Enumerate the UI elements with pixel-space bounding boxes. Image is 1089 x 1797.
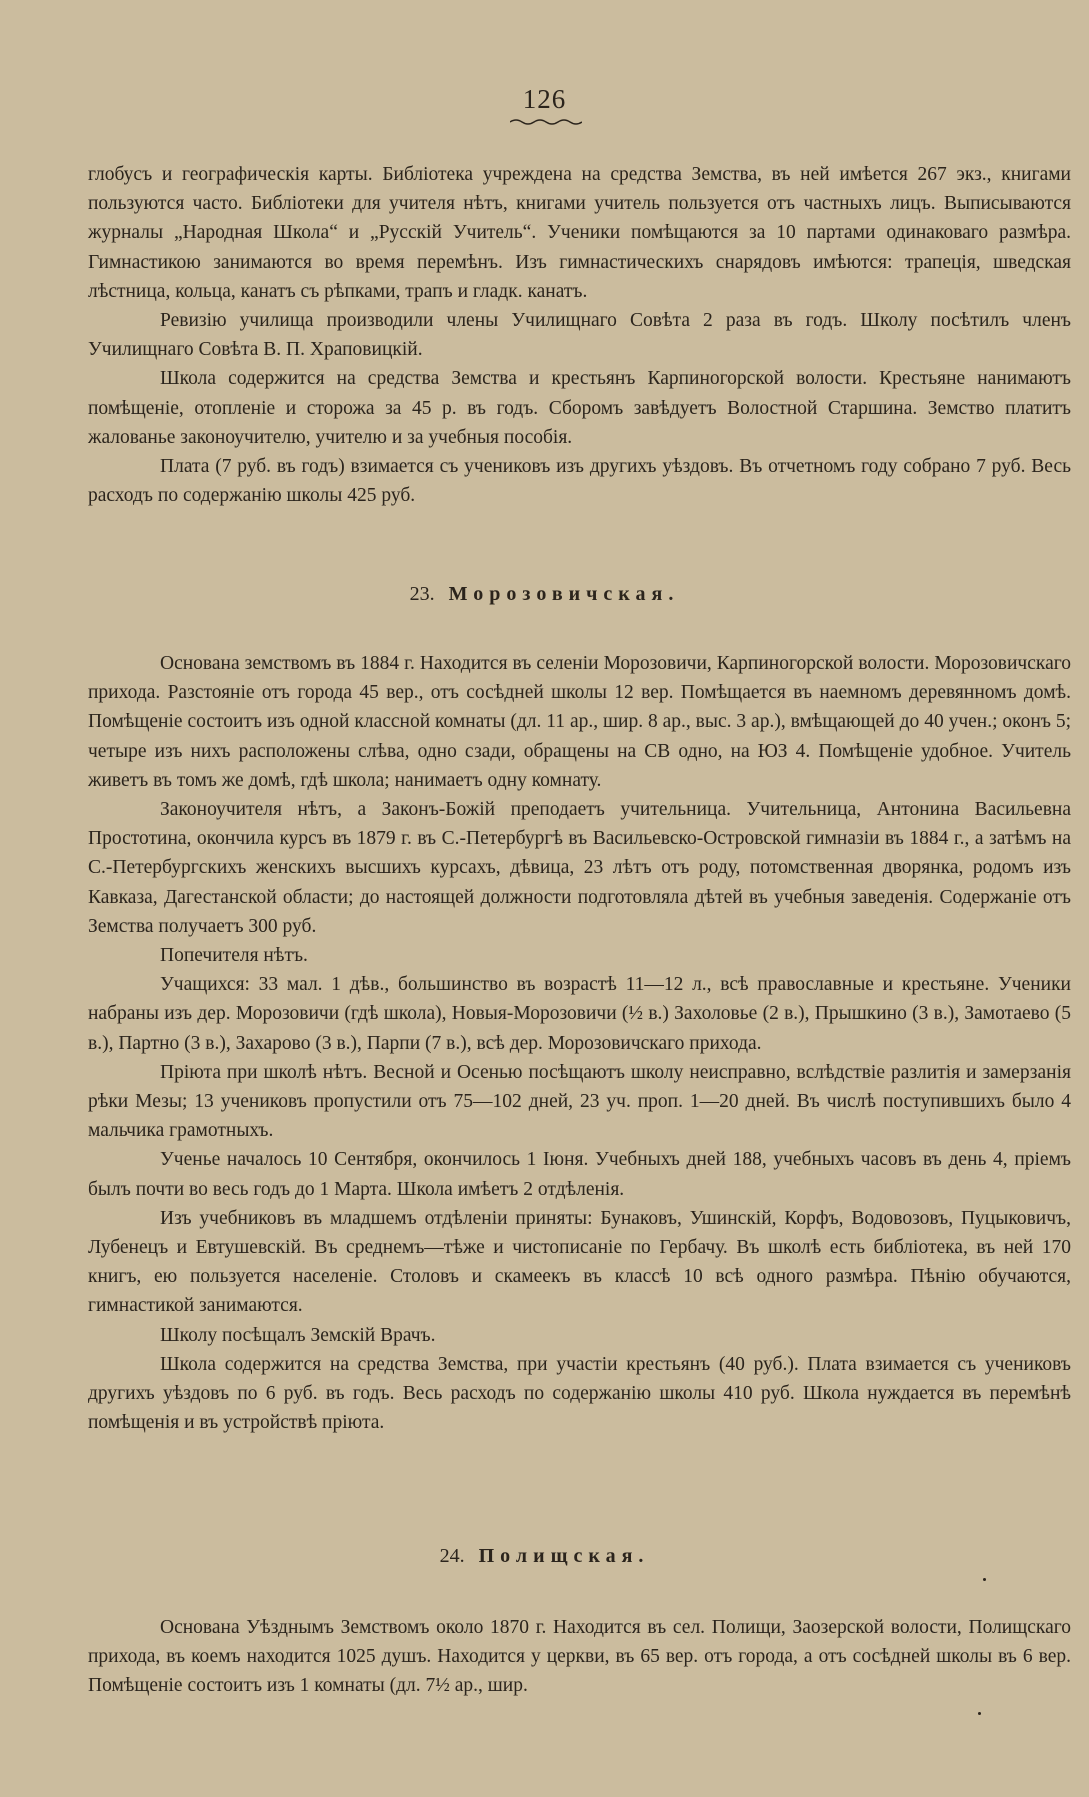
paragraph: глобусъ и географическія карты. Библіотека учреждена на средства Земства, въ ней имѣется 267 экз., книгами пользуются часто. Библіотеки для учителя нѣтъ, книгами учитель пользуется отъ частныхъ лицъ. Выписываются журналы „Народная Школа“ и „Русскій Учитель“. Ученики помѣщаются за 10 партами одинаковаго размѣра. Гимнастикою занимаются во время перемѣнъ. Изъ гимнастическихъ снарядовъ имѣются: трапеція, шведская лѣстница, кольца, канатъ съ рѣпками, трапъ и гладк. канатъ. [88, 164, 1071, 302]
paragraph: Законоучителя нѣтъ, а Законъ-Божій преподаетъ учительница. Учительница, Антонина Васильевна Простотина, окончила курсъ въ 1879 г. въ С.-Петербургѣ въ Васильевско-Островской гимназіи въ 1884 г., а затѣмъ на С.-Петербургскихъ женскихъ высшихъ курсахъ, дѣвица, 23 лѣтъ отъ роду, потомственная дворянка, родомъ изъ Кавказа, Дагестанской области; до настоящей должности подготовляла дѣтей въ учебныя заведенія. Содержаніе отъ Земства получаетъ 300 руб. [88, 799, 1071, 937]
section-24-text [88, 1613, 1071, 1701]
paragraph: Ревизію училища производили члены Училищнаго Совѣта 2 раза въ годъ. Школу посѣтилъ членъ Училищнаго Совѣта В. П. Храповицкій. [88, 310, 1071, 361]
section-title: Полищская. [478, 1545, 650, 1567]
paragraph: Основана земствомъ въ 1884 г. Находится въ селеніи Морозовичи, Карпиногорской волости. Морозовичскаго прихода. Разстояніе отъ города 45 вер., отъ сосѣдней школы 12 вер. Помѣщается въ наемномъ деревянномъ домѣ. Помѣщеніе состоитъ изъ одной классной комнаты (дл. 11 ар., шир. 8 ар., выс. 3 ар.), вмѣщающей до 40 учен.; оконъ 5; четыре изъ нихъ расположены слѣва, одно сзади, обращены на СВ одно, на ЮЗ 4. Помѣщеніе удобное. Учитель живетъ въ томъ же домѣ, гдѣ школа; нанимаетъ одну комнату. [88, 653, 1071, 791]
paragraph: Школу посѣщалъ Земскій Врачъ. [160, 1324, 436, 1346]
paragraph: Пріюта при школѣ нѣтъ. Весной и Осенью посѣщаютъ школу неисправно, вслѣдствіе разлитія и замерзанія рѣки Мезы; 13 учениковъ пропустили отъ 75—102 дней, 23 уч. проп. 1—20 дней. Въ числѣ поступившихъ было 4 мальчика грамотныхъ. [88, 1061, 1071, 1142]
section-heading-23 [0, 583, 1089, 606]
section-heading-24 [0, 1545, 1089, 1568]
paragraph: Основана Уѣзднымъ Земствомъ около 1870 г. Находится въ сел. Полищи, Заозерской волости, Полищскаго прихода, въ коемъ находится 1025 душъ. Находится у церкви, въ 65 вер. отъ города, а отъ сосѣдней школы въ 6 вер. Помѣщеніе состоитъ изъ 1 комнаты (дл. 7½ ар., шир. [88, 1617, 1071, 1697]
section-title: Морозовичская. [448, 583, 680, 605]
intro-text [88, 160, 1071, 510]
paragraph: Учащихся: 33 мал. 1 дѣв., большинство въ возрастѣ 11—12 л., всѣ православные и крестьяне. Ученики набраны изъ дер. Морозовичи (гдѣ школа), Новыя-Морозовичи (½ в.) Захоловье (2 в.), Прышкино (3 в.), Замотаево (5 в.), Партно (3 в.), Захарово (3 в.), Парпи (7 в.), всѣ дер. Морозовичскаго прихода. [88, 974, 1071, 1054]
page-number: 126 [522, 84, 567, 114]
paragraph: Школа содержится на средства Земства и крестьянъ Карпиногорской волости. Крестьяне нанимаютъ помѣщеніе, отопленіе и сторожа за 45 р. въ годъ. Сборомъ завѣдуетъ Волостной Старшина. Земство платитъ жалованье законоучителю, учителю и за учебныя пособія. [88, 368, 1071, 448]
ink-speck [983, 1578, 986, 1581]
section-23-text [88, 649, 1071, 1437]
paragraph: Ученье началось 10 Сентября, окончилось 1 Іюня. Учебныхъ дней 188, учебныхъ часовъ въ день 4, пріемъ былъ почти во весь годъ до 1 Марта. Школа имѣетъ 2 отдѣленія. [88, 1149, 1071, 1200]
ink-speck [978, 1712, 981, 1715]
paragraph: Плата (7 руб. въ годъ) взимается съ учениковъ изъ другихъ уѣздовъ. Въ отчетномъ году собрано 7 руб. Весь расходъ по содержанію школы 425 руб. [88, 456, 1071, 507]
section-number: 24. [439, 1545, 465, 1567]
paragraph: Попечителя нѣтъ. [160, 945, 308, 967]
paragraph: Изъ учебниковъ въ младшемъ отдѣленіи приняты: Бунаковъ, Ушинскій, Корфъ, Водовозовъ, Пуцыковичъ, Лубенецъ и Евтушевскій. Въ среднемъ—тѣже и чистописаніе по Гербачу. Въ школѣ есть библіотека, въ ней 170 книгъ, ею пользуется населеніе. Столовъ и скамеекъ въ классѣ 10 всѣ одного размѣра. Пѣнію обучаются, гимнастикой занимаются. [88, 1207, 1071, 1317]
section-number: 23. [409, 583, 435, 605]
page-number-ornament [510, 118, 582, 126]
paragraph: Школа содержится на средства Земства, при участіи крестьянъ (40 руб.). Плата взимается съ учениковъ другихъ уѣздовъ по 6 руб. въ годъ. Весь расходъ по содержанію школы 410 руб. Школа нуждается въ перемѣнѣ помѣщенія и въ устройствѣ пріюта. [88, 1353, 1071, 1434]
